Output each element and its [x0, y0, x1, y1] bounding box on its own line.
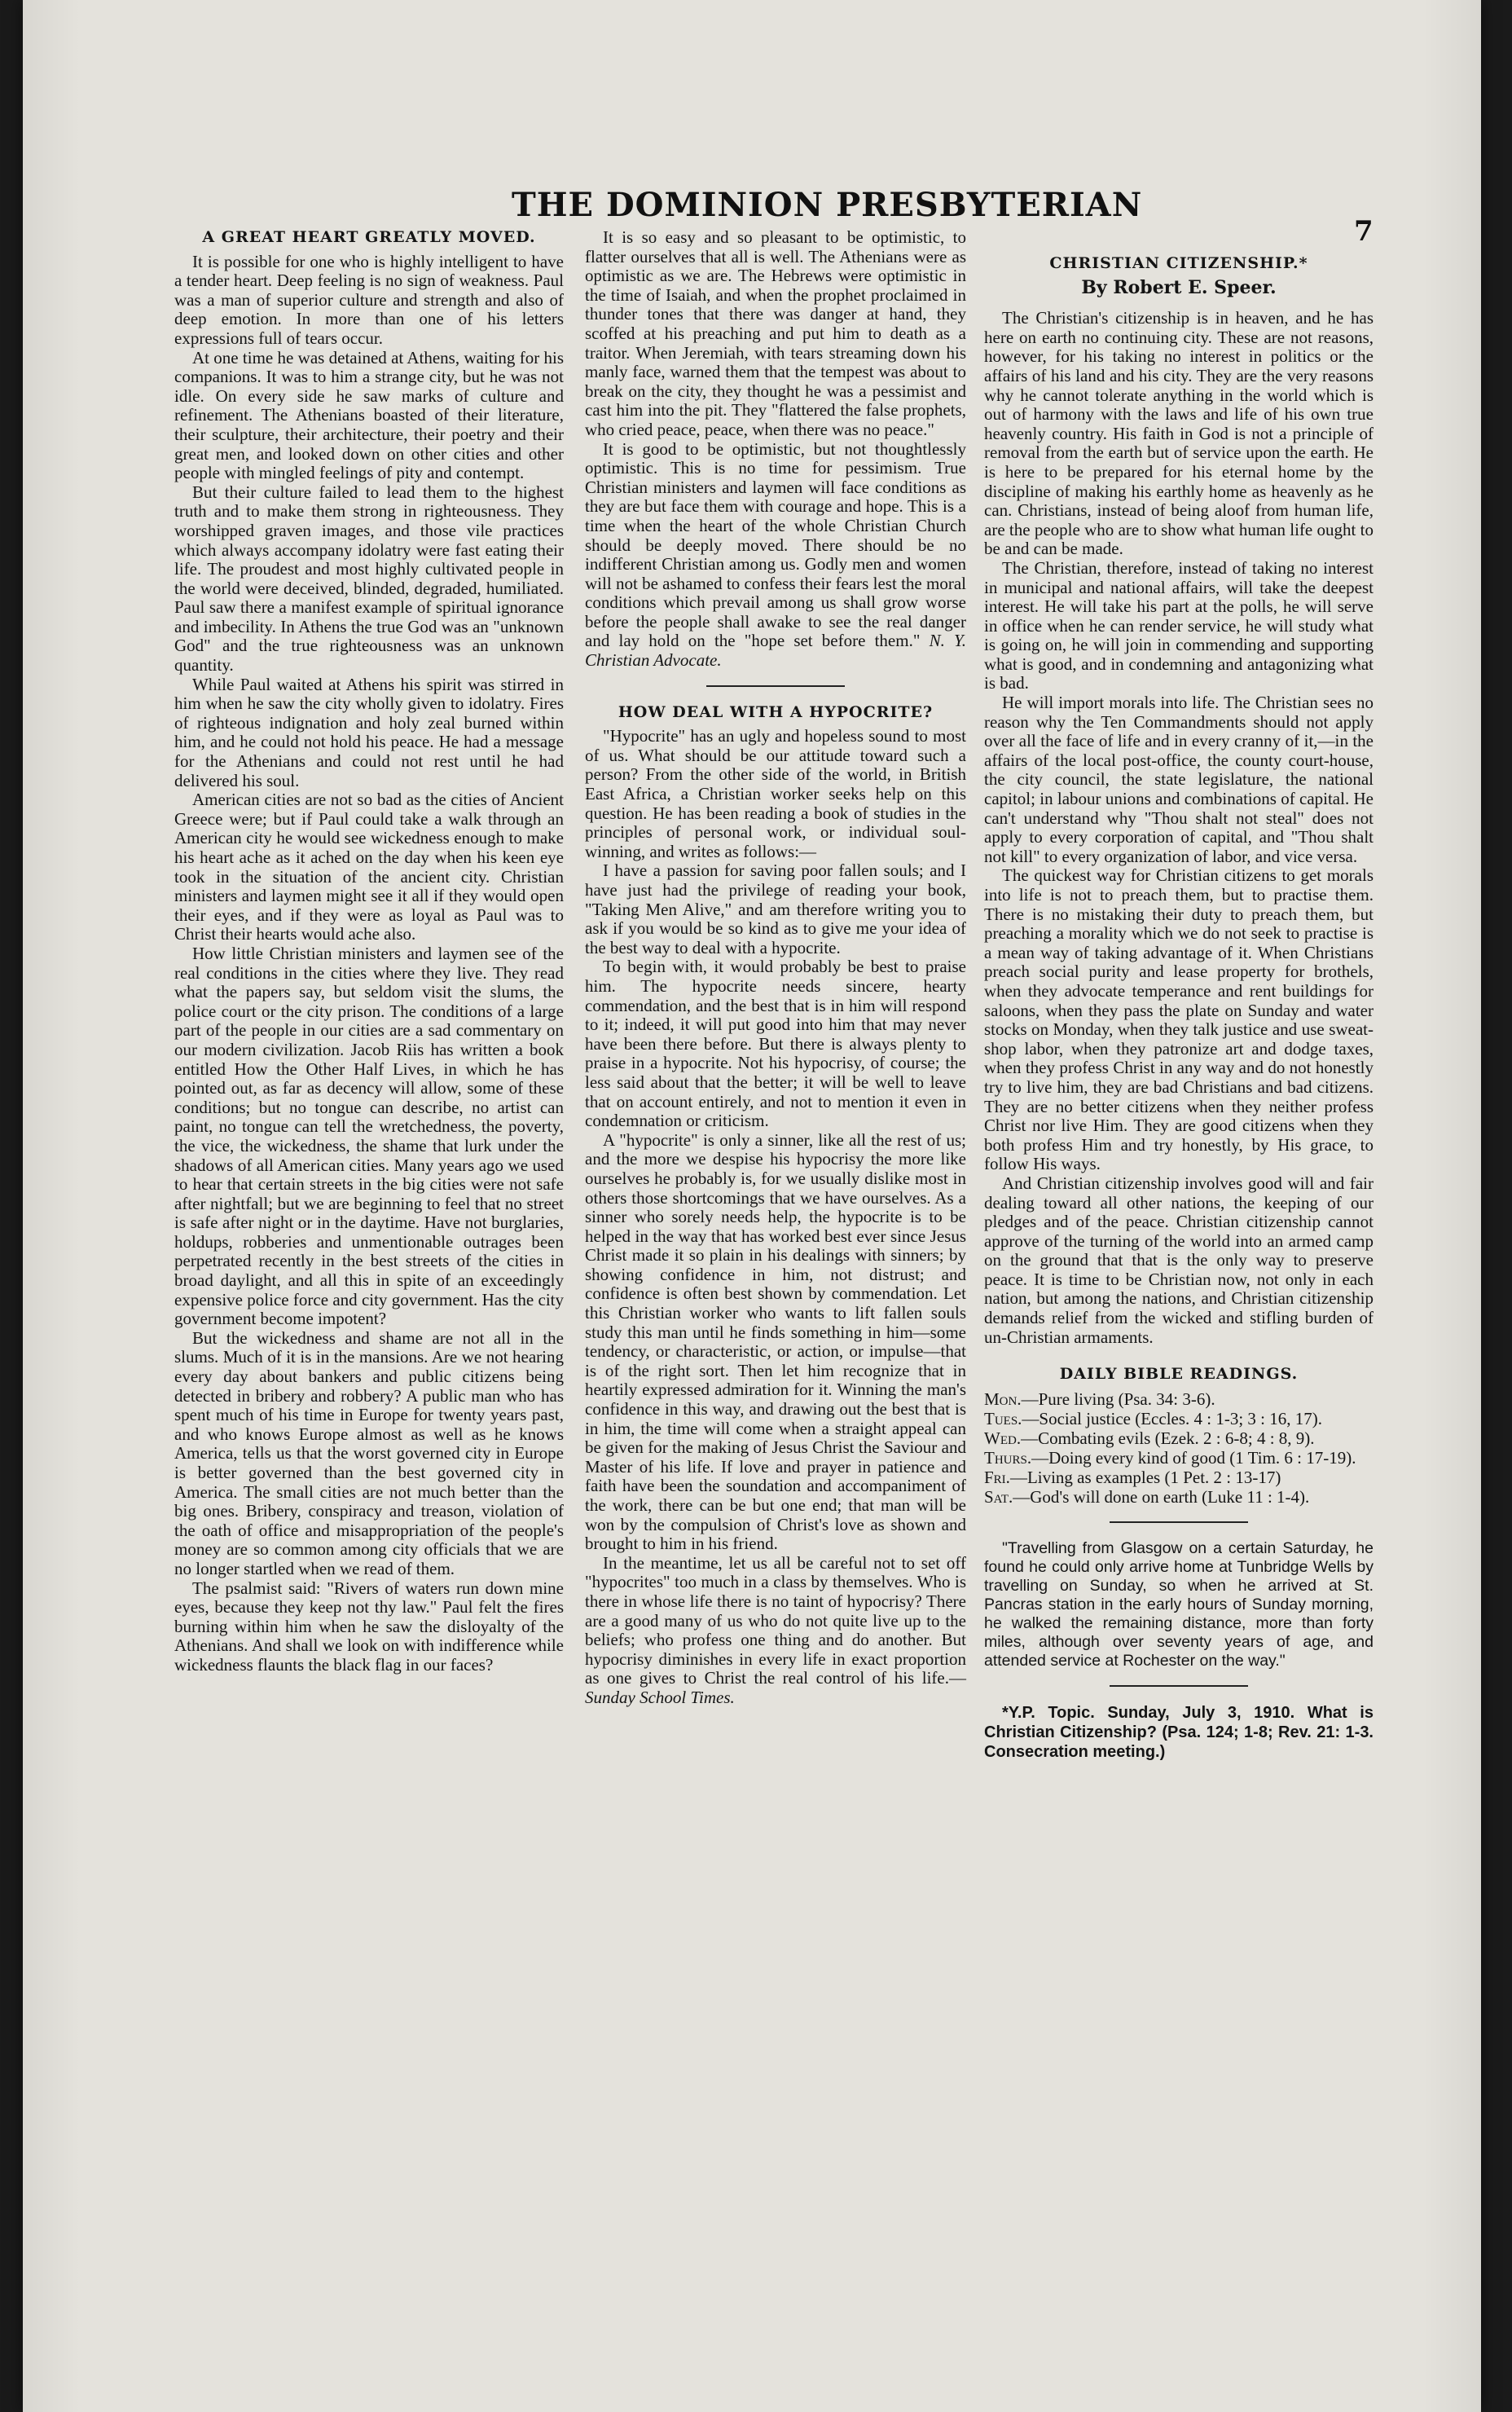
divider: [1110, 1521, 1248, 1523]
reading-item: [984, 1389, 1374, 1409]
paragraph: "Hypocrite" has an ugly and hopeless sound to most of us. What should be our attitude toward such a person? From the other side of the world, in British East Africa, a Christian worker seeks help on this question. He has been reading a book of studies in the principles of personal work, or individual soul-winning, and writes as follows:—: [585, 726, 966, 861]
paragraph: American cities are not so bad as the cities of Ancient Greece were; but if Paul could take a walk through an American city he would see wickedness enough to make his heart ache as it ached on the day when his keen eye took in the situation of the ancient city. Christian ministers and laymen might see it all if they would open their eyes, and if they were as loyal as Paul was to Christ their hearts would ache also.: [174, 790, 564, 944]
paragraph: It is so easy and so pleasant to be optimistic, to flatter ourselves that all is well. The Athenians were as optimistic as we are. The Hebrews were optimistic in the time of Isaiah, and when the prophet proclaimed in thunder tones that there was danger at hand, they scoffed at his preaching and put him to death as a traitor. When Jeremiah, with tears streaming down his manly face, warned them that the tempest was about to break on the city, they thought he was a pessimist and cast him into the pit. They "flattered the false prophets, who cried peace, peace, when there was no peace.": [585, 227, 966, 439]
reading-text: —Social justice (Eccles. 4 : 1-3; 3 : 16, 17).: [1022, 1408, 1323, 1428]
source-signature: N. Y. Christian Advocate.: [585, 631, 966, 671]
paragraph: At one time he was detained at Athens, waiting for his companions. It was to him a strange city, but he was not idle. On every side he saw marks of culture and refinement. The Athenians boasted of their literature, their sculpture, their architecture, their poetry and their great men, and looked down on other cities and other people with mingled feelings of pity and contempt.: [174, 347, 564, 483]
reading-text: —Doing every kind of good (1 Tim. 6 : 17-19).: [1031, 1447, 1356, 1468]
paragraph: A "hypocrite" is only a sinner, like all the rest of us; and the more we despise his hypocrisy the more like ourselves he probably is, for we usually dislike most in others those shortcomings that we have ourselves. As a sinner who sorely needs help, the hypocrite is to be helped in the way that has worked best ever since Jesus Christ made it so plain in his dealings with sinners; by showing confidence in him, not distrust; and confidence is often best shown by commendation. Let this Christian worker who wants to lift fallen souls study this man until he finds something in him—some tendency, or characteristic, or action, or impulse—that is of the right sort. Then let him recognize that in heartily expressed admiration for it. Winning the man's confidence in this way, and drawing out the best that is in him, the time will come when a straight appeal can be given for the making of Jesus Christ the Saviour and Master of his life. If love and prayer in patience and faith have been the soundation and accompaniment of the work, there can be but one end; that man will be won by the compulsion of Christ's love as shown and brought to him in his friend.: [585, 1129, 966, 1554]
paragraph: I have a passion for saving poor fallen souls; and I have just had the privilege of reading your book, "Taking Men Alive," and am therefore writing you to ask if you would be so kind as to give me your idea of the best way to deal with a hypocrite.: [585, 860, 966, 957]
paragraph: And Christian citizenship involves good will and fair dealing toward all other nations, the keeping of our pledges and of the peace. Christian citizenship cannot approve of the turning of the world into an armed camp on the ground that that is the only way to preserve peace. It is time to be Christian now, not only in each nation, but among the nations, and Christian citizenship demands relief from the wicked and stifling burden of un-Christian armaments.: [984, 1173, 1374, 1347]
newspaper-page: [23, 0, 1481, 2412]
paragraph: In the meantime, let us all be careful not to set off "hypocrites" too much in a class by themselves. Who is there in whose life there is no taint of hypocrisy? There are a good many of us who do not quite live up to the beliefs; who profess one thing and do another. But hypocrisy diminishes in every life in exact proportion as one gives to Christ the real control of his life.—Sunday School Times.: [585, 1552, 966, 1707]
paragraph: But their culture failed to lead them to the highest truth and to make them strong in righteousness. They worshipped graven images, and those vile practices which always accompany idolatry were fast eating their life. The proudest and most highly cultivated people in the world were deceived, blinded, degraded, humiliated. Paul saw there a manifest example of spiritual ignorance and imbecility. In Athens the true God was an "unknown God" and the true righteousness was an unknown quantity.: [174, 482, 564, 676]
reading-text: —Living as examples (1 Pet. 2 : 13-17): [1009, 1467, 1281, 1487]
paragraph: He will import morals into life. The Christian sees no reason why the Ten Commandments should not apply over all the face of life and in every cranny of it,—in the affairs of the local post-office, the county court-house, the city council, the state legislature, the national capitol; in labour unions and combinations of capital. He can't understand why "Thou shalt not steal" does not apply to every corporation of capital, and "Thou shalt not kill" to every organization of labor, and vice versa.: [984, 693, 1374, 866]
paragraph: While Paul waited at Athens his spirit was stirred in him when he saw the city wholly given to idolatry. Fires of righteous indignation and holy zeal burned within him, and he could not hold his peace. He had a message for the Athenians and could not rest until he had delivered his soul.: [174, 674, 564, 790]
article-heading: CHRISTIAN CITIZENSHIP.*: [1049, 254, 1308, 272]
reading-day: Mon.: [984, 1389, 1022, 1409]
byline: By Robert E. Speer.: [1081, 276, 1277, 298]
paragraph-text: It is good to be optimistic, but not thoughtlessly optimistic. This is no time for pessimism. True Christian ministers and laymen will face conditions as they are but face them with courage and hope. This is a time when the heart of the whole Christian Church should be deeply moved. There should be no indifferent Christian among us. Godly men and women will not be ashamed to confess their fears lest the moral conditions which prevail among us shall grow worse before the people shall awake to see the real danger and lay hold on the "hope set before them.": [585, 438, 966, 651]
page-number: 7: [1354, 215, 1374, 248]
paragraph: The quickest way for Christian citizens to get morals into life is not to preach them, but to practise them. There is no mistaking their duty to preach them, but preaching a morality which we do not seek to practise is a mean way of taking advantage of it. When Christians preach social purity and lease property for brothels, when they advocate temperance and rent buildings for saloons, when they pass the plate on Sunday and water stocks on Monday, when they talk justice and use sweat-shop labor, when they patronize art and dodge taxes, when they profess Christ in any way and do not honestly try to live him, they are bad Christians and bad citizens. They are no better citizens when they neither profess Christ nor live Him. They are good citizens when they both profess Him and try honestly, by His grace, to follow His ways.: [984, 865, 1374, 1174]
reading-item: [984, 1409, 1374, 1428]
paragraph: The Christian, therefore, instead of taking no interest in municipal and national affairs, will take the deepest interest. He will take his part at the polls, he will serve in office when he can render service, he will study what is going on, he will join in commending and supporting what is good, and in condemning and antagonizing what is bad.: [984, 557, 1374, 693]
paragraph: But the wickedness and shame are not all in the slums. Much of it is in the mansions. Are we not hearing every day about bankers and public citizens being detected in bribery and robbery? A public man who has spent much of his time in Europe for twenty years past, and who knows Europe almost as well as he knows America, tells us that the worst governed city in Europe is better governed than the best governed city in America. The small cities are not much better than the big ones. Bribery, conspiracy and treason, violation of the oath of office and misappropriation of the people's money are so common among city officials that we are no longer startled when we read of them.: [174, 1327, 564, 1578]
reading-day: Wed.: [984, 1428, 1022, 1448]
readings-list: [984, 1389, 1374, 1507]
article-heading: HOW DEAL WITH A HYPOCRITE?: [618, 702, 934, 721]
paragraph: It is possible for one who is highly intelligent to have a tender heart. Deep feeling is no sign of weakness. Paul was a man of superior culture and strength and also of deep emotion. In more than one of his letters expressions full of tears occur.: [174, 251, 564, 348]
reading-day: Sat.: [984, 1486, 1013, 1507]
column-1: [174, 228, 564, 1675]
paragraph: The psalmist said: "Rivers of waters run down mine eyes, because they keep not thy law." Paul felt the fires burning within him when he saw the disloyalty of the Athenians. And shall we look on with indifference while wickedness flaunts the black flag in our faces?: [174, 1578, 564, 1675]
reading-item: [984, 1428, 1374, 1448]
paragraph: How little Christian ministers and laymen see of the real conditions in the cities where they live. They read what the papers say, but seldom visit the slums, the police court or the city prison. The conditions of a large part of the people in our cities are a sad commentary on our modern civilization. Jacob Riis has written a book entitled How the Other Half Lives, in which he has pointed out, as far as decency will allow, some of these conditions; but no tongue can describe, no artist can paint, no tongue can tell the wretchedness, the poverty, the vice, the wickedness, the shame that lurk under the shadows of all American cities. Many years ago we used to hear that certain streets in the big cities were not safe after nightfall; but we are beginning to feel that no street is safe after night or in the daytime. Have not burglaries, holdups, robberies and unmentionable outrages been perpetrated recently in the best streets of the cities in broad daylight, and all this in spite of an exceedingly expensive police force and city government. Has the city government become impotent?: [174, 943, 564, 1329]
readings-heading: DAILY BIBLE READINGS.: [1059, 1365, 1299, 1384]
reading-text: —Combating evils (Ezek. 2 : 6-8; 4 : 8, 9).: [1021, 1428, 1315, 1448]
reading-day: Fri.: [984, 1467, 1010, 1487]
reading-text: —God's will done on earth (Luke 11 : 1-4).: [1013, 1486, 1310, 1507]
paragraph: The Christian's citizenship is in heaven, and he has here on earth no continuing city. These are not reasons, however, for his taking no interest in politics or the affairs of his land and his city. They are the very reasons why he cannot tolerate anything in the world which is out of harmony with the laws and life of his own true heavenly country. His faith in God is not a principle of removal from the earth but of service upon the earth. He is here to be prepared for his eternal home by the discipline of making his earthly home as heavenly as he can. Christians, instead of being aloof from human life, are the people who are to show what human life ought to be and can be made.: [984, 308, 1374, 559]
reading-day: Thurs.: [984, 1447, 1032, 1468]
source-signature: Sunday School Times.: [585, 1687, 735, 1707]
column-2: [585, 228, 966, 1708]
article-heading: A GREAT HEART GREATLY MOVED.: [202, 228, 536, 246]
paragraph: [585, 440, 966, 671]
masthead: THE DOMINION PRESBYTERIAN: [512, 186, 1143, 224]
paragraph: To begin with, it would probably be best to praise him. The hypocrite needs sincere, hearty commendation, and the best that is in him will respond to it; indeed, it will put good into him that may never have been there before. But there is always plenty to praise in a hypocrite. Not his hypocrisy, of course; the less said about that the better; it will be well to leave that on account entirely, and not to mention it even in condemnation or criticism.: [585, 957, 966, 1131]
divider: [1110, 1685, 1248, 1687]
footnote: *Y.P. Topic. Sunday, July 3, 1910. What is Christian Citizenship? (Psa. 124; 1-8; Rev. 21: 1-3. Consecration meeting.): [984, 1703, 1374, 1761]
reading-item: [984, 1468, 1374, 1487]
column-3: [984, 254, 1374, 1762]
divider: [706, 685, 845, 687]
quote-paragraph: "Travelling from Glasgow on a certain Saturday, he found he could only arrive home at Tunbridge Wells by travelling on Sunday, so when he arrived at St. Pancras station in the early hours of Sunday morning, he walked the remaining distance, more than forty miles, although over seventy years of age, and attended service at Rochester on the way.": [984, 1538, 1374, 1670]
reading-text: —Pure living (Psa. 34: 3-6).: [1021, 1389, 1215, 1409]
paragraph-text: In the meantime, let us all be careful not to set off "hypocrites" too much in a class by themselves. Who is there in whose life there is no taint of hypocrisy? There are a good many of us who do not quite live up to the beliefs; who profess one thing and do another. But hypocrisy diminishes in every life in exact proportion as one gives to Christ the real control of his life.: [585, 1552, 966, 1688]
reading-item: [984, 1487, 1374, 1507]
reading-item: [984, 1448, 1374, 1468]
reading-day: Tues.: [984, 1408, 1022, 1428]
